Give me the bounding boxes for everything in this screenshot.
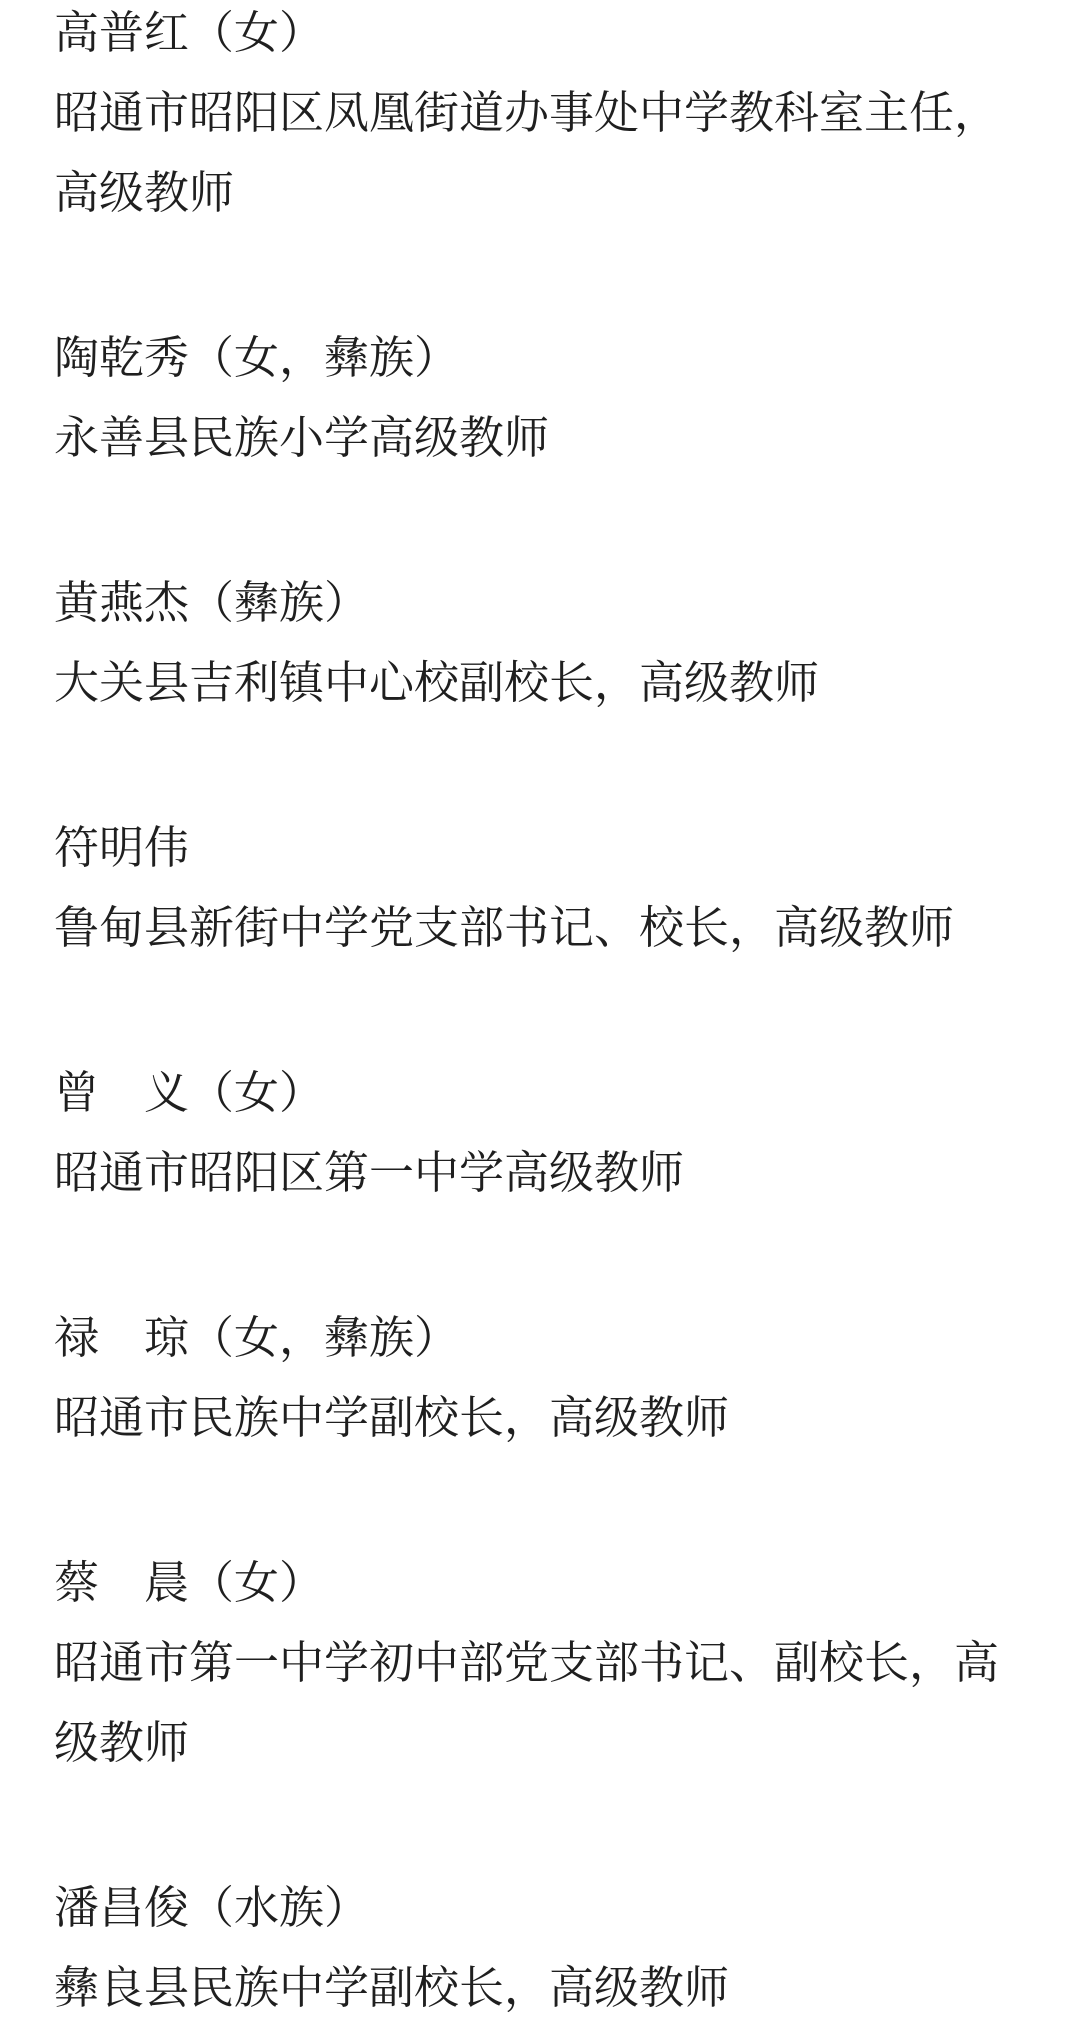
entry-name: 禄 琼（女，彝族）	[54, 1312, 460, 1363]
entry-name: 符明伟	[54, 822, 190, 873]
entry-title: 鲁甸县新街中学党支部书记、校长，高级教师	[54, 902, 955, 953]
honoree-list	[54, 0, 1025, 2028]
entry-title: 彝良县民族中学副校长，高级教师	[54, 1962, 730, 2013]
entry-name: 蔡 晨（女）	[54, 1557, 325, 1608]
entry-title: 永善县民族小学高级教师	[54, 412, 550, 463]
honoree-entry	[54, 563, 1025, 723]
entry-name: 陶乾秀（女，彝族）	[54, 332, 460, 383]
honoree-entry	[54, 0, 1025, 233]
entry-title: 昭通市民族中学副校长，高级教师	[54, 1392, 730, 1443]
honoree-entry	[54, 1868, 1025, 2028]
entry-name: 潘昌俊（水族）	[54, 1882, 370, 1933]
entry-title: 昭通市第一中学初中部党支部书记、副校长，高级教师	[54, 1637, 1000, 1768]
entry-title: 大关县吉利镇中心校副校长，高级教师	[54, 657, 820, 708]
honoree-entry	[54, 318, 1025, 478]
entry-title: 昭通市昭阳区凤凰街道办事处中学教科室主任，高级教师	[54, 87, 1000, 218]
entry-name: 高普红（女）	[54, 7, 325, 58]
honoree-entry	[54, 1298, 1025, 1458]
entry-name: 黄燕杰（彝族）	[54, 577, 370, 628]
honoree-entry	[54, 1053, 1025, 1213]
honoree-entry	[54, 1543, 1025, 1783]
entry-name: 曾 义（女）	[54, 1067, 325, 1118]
honoree-entry	[54, 808, 1025, 968]
entry-title: 昭通市昭阳区第一中学高级教师	[54, 1147, 685, 1198]
